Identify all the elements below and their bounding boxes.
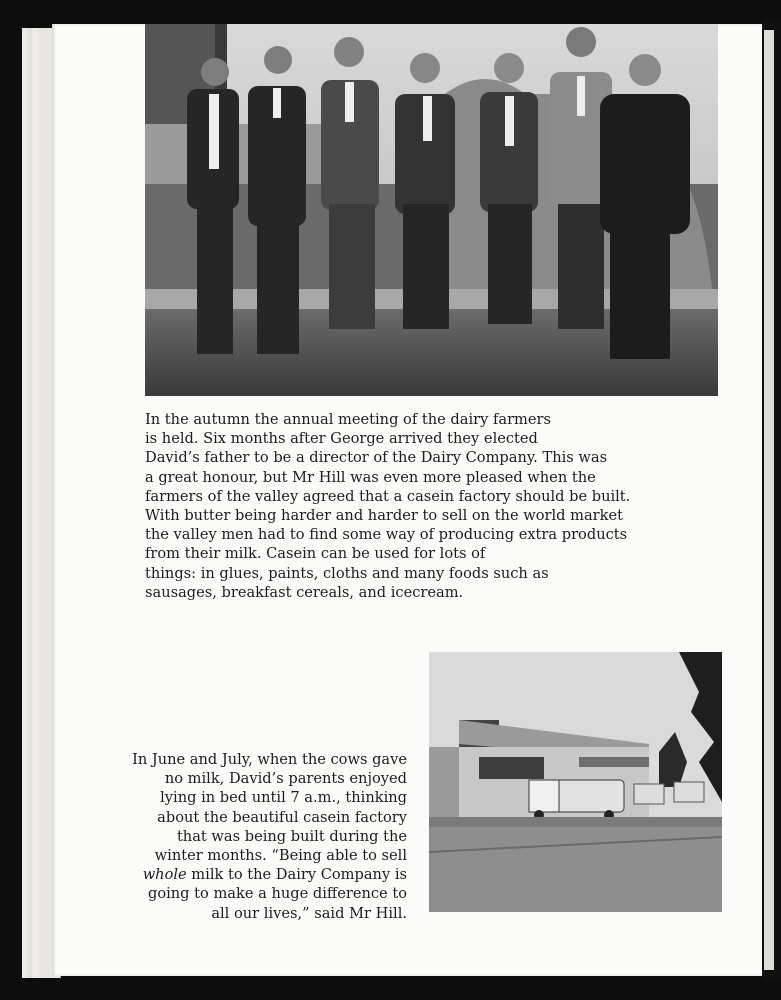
text-line: no milk, David’s parents enjoyed [164,770,407,788]
text-line: In June and July, when the cows gave [132,751,407,768]
text-line: sausages, breakfast cereals, and icecream. [145,583,464,601]
text-line: winter months. “Being able to sell [154,847,407,865]
text-line-rest: milk to the Dairy Company is [186,866,407,884]
text-line: going to make a huge difference to [147,885,407,903]
text-line: things: in glues, paints, cloths and many foods such as [145,564,549,582]
text-line: that was being built during the [176,827,407,845]
text-line: from their milk. Casein can be used for lots of [145,545,486,563]
text-line: With butter being harder and harder to sell on the world market [145,507,623,525]
photo-group-of-men-image [145,24,718,396]
text-line: a great honour, but Mr Hill was even more pleased when the [145,468,596,486]
facing-page-edge [764,30,774,970]
text-line: about the beautiful casein factory [157,808,407,826]
text-line: farmers of the valley agreed that a casein factory should be built. [145,487,631,505]
caption-paragraph-1 [145,410,631,602]
text-line: the valley men had to find some way of producing extra products [145,526,628,544]
text-line: lying in bed until 7 a.m., thinking [160,789,407,807]
photo-casein-factory [429,652,722,912]
text-line: all our lives,” said Mr Hill. [211,904,407,922]
photo-casein-factory-image [429,652,722,912]
text-line: In the autumn the annual meeting of the dairy farmers [145,411,552,428]
emphasis-whole: whole [142,866,187,884]
text-line [122,865,407,884]
caption-paragraph-2 [122,750,407,923]
text-line: is held. Six months after George arrived they elected [145,430,538,448]
text-line: David’s father to be a director of the Dairy Company. This was [145,449,608,467]
photo-group-of-men [145,24,718,396]
book-page [52,24,762,976]
